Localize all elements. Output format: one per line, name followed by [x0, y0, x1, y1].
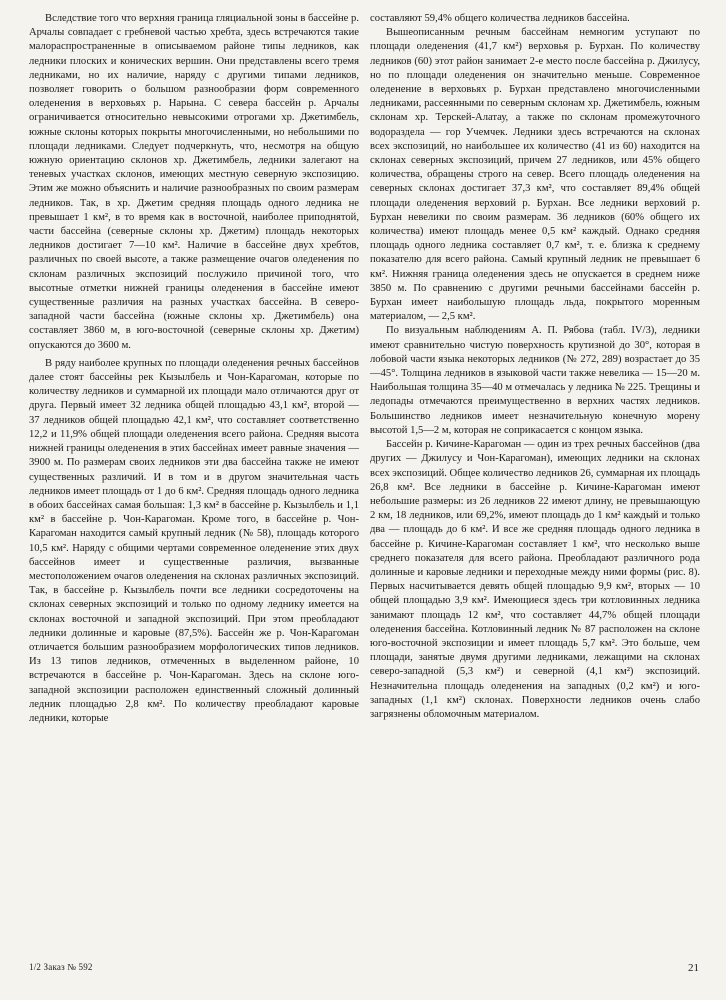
right-column — [370, 12, 700, 722]
paragraph-ryabov-observations: По визуальным наблюдениям А. П. Рябова (табл. IV/3), ледники имеют сравнительно чистую поверхность крутизной до 30°, которая в лобовой части языка некоторых ледников (№ 272, 289) возрастает до 35—45°. Толщина ледников в языковой части также невелика — 15—20 м. Наибольшая толщина 35—40 м отмечалась у ледника № 225. Трещины и ледопады отмечаются преимущественно в верхних частях ледников. Большинство ледников имеет незначительную конечную морену высотой 1,5—2 м, которая не соприкасается с концом языка. — [370, 325, 700, 436]
paragraph-continuation: составляют 59,4% общего количества ледников бассейна. — [370, 13, 630, 24]
left-column — [29, 12, 359, 726]
print-order-mark: 1/2 Заказ № 592 — [29, 962, 93, 972]
paragraph-burkhan: Вышеописанным речным бассейнам немногим уступают по площади оледенения (41,7 км²) верховья р. Бурхан. По количеству ледников (60) этот район занимает 2-е место после бассейна р. Джилусу, но по площади оледенения он значительно меньше. Современное оледенение в верховьях р. Бурхан представлено многочисленными ледниками, рассеянными по северным склонам хр. Джетимбель, южным склонам хр. Терскей-Алатау, а также по склонам промежуточного водораздела — гор Учемчек. Ледники здесь встречаются на склонах всех экспозиций, но наибольшее их количество (41 из 60) находится на склонах северных экспозиций, причем 27 ледников, или 45% общего количества, обращены строго на север. Всего площадь оледенения на северных склонах достигает 37,3 км², что составляет 89,4% общей площади оледенения верховий р. Бурхан. Все ледники верховий р. Бурхан невелики по своим размерам. 36 ледников (60% общего их количества) имеют площадь менее 0,5 км² каждый. Однако средняя площадь одного ледника составляет 0,7 км², т. е. близка к среднему показателю для всего района. Самый крупный ледник не превышает 6 км². Нижняя граница оледенения здесь не опускается в среднем ниже 3850 м. По сравнению с другими речными бассейнами бассейн р. Бурхан имеет наибольшую площадь льда, покрытого моренным материалом, — 2,5 км². — [370, 27, 700, 323]
paragraph-archaly: Вследствие того что верхняя граница гляциальной зоны в бассейне р. Арчалы совпадает с гребневой частью хребта, здесь встречаются такие малораспространенные в описываемом районе типы ледников, как ледники плоских и конических вершин. Они представлены всего тремя ледниками, но их наличие, наряду с другими типами ледников, позволяет говорить о большом разнообразии форм современного оледенения в верховьях р. Нарына. С севера бассейн р. Арчалы ограничивается относительно невысокими отрогами хр. Джетимбель, южные склоны которых покрыты многочисленными, но небольшими по площади ледниками. Следует подчеркнуть, что, несмотря на общую южную ориентацию склонов хр. Джетимбель, ледники залегают на теневых участках склонов, имеющих местную северную экспозицию. Этим же можно объяснить и наличие разнообразных по своим размерам ледников. Так, в хр. Джетим средняя площадь одного ледника не превышает 1 км², в то время как в восточной, наиболее приподнятой, части бассейна (северные склоны хр. Джетим) площадь некоторых ледников достигает 7—10 км². Наличие в бассейне двух хребтов, различных по своей высоте, а также размещение очагов оледенения по склонам различных экспозиций послужило причиной того, что высотные отметки нижней границы оледенения в бассейне имеют существенные различия на разных участках бассейна. В северо-западной части бассейна (южные склоны хр. Джетимбель) она составляет 3860 м, в юго-восточной (северные склоны хр. Джетим) опускаются до 3600 м. — [29, 13, 359, 351]
paragraph-kyzylbel-chon-karagoman: В ряду наиболее крупных по площади оледенения речных бассейнов далее стоят бассейны рек Кызылбель и Чон-Карагоман, которые по количеству ледников и суммарной их площади мало отличаются друг от друга. Первый имеет 32 ледника общей площадью 43,1 км², второй — 37 ледников общей площадью 42,1 км², что составляет соответственно 12,2 и 11,9% общей площади оледенения всего района. Средняя высота нижней границы оледенения в этих бассейнах имеет равные значения — 3900 м. По размерам своих ледников эти два бассейна также не имеют существенных различий. И в том и в другом значительная часть ледников имеет площадь от 1 до 6 км². Средняя площадь одного ледника в обоих бассейнах самая большая: 1,3 км² в бассейне р. Кызылбель и 1,1 км² в бассейне р. Чон-Карагоман. Кроме того, в бассейне р. Чон-Карагоман находится самый крупный ледник (№ 58), площадь которого 10,5 км². Наряду с общими чертами современное оледенение этих двух бассейнов имеет и существенные различия, вызванные местоположением очагов оледенения на склонах различных экспозиций. Так, в бассейне р. Кызылбель почти все ледники сосредоточены на склонах северных экспозиций и только по одному леднику имеется на склонах восточной и западной экспозиций. При этом преобладают ледники долинные и каровые (87,5%). Бассейн же р. Чон-Карагоман отличается большим разнообразием морфологических типов ледников. Из 13 типов ледников, отмеченных в выделенном районе, 10 встречаются в бассейне р. Чон-Карагоман. Здесь на склоне юго-западной экспозиции расположен единственный сложный долинный ледник площадью 2,8 км². По количеству преобладают каровые ледники, которые — [29, 357, 359, 724]
paragraph-kichine-karagoman: Бассейн р. Кичине-Карагоман — один из трех речных бассейнов (два других — Джилусу и Чон-Карагоман), имеющих ледники на склонах всех экспозиций. Общее количество ледников 26, суммарная их площадь 26,8 км². Все ледники в бассейне р. Кичине-Карагоман имеют небольшие размеры: из 26 ледников 22 имеют длину, не превышающую 2 км, 18 ледников, или 69,2%, имеют площадь до 1 км² каждый и только два — площадь до 6 км². И все же средняя площадь одного ледника в бассейне р. Кичине-Карагоман составляет 1 км², что несколько выше среднего показателя для всего района. Преобладают различного рода долинные и каровые ледники и переходные между ними формы (рис. 8). Первых насчитывается девять общей площадью 9,9 км², вторых — 10 общей площадью 3,9 км². Имеющиеся здесь три котловинных ледника занимают площадь 12 км², что составляет 44,7% общей площади оледенения бассейна. Котловинный ледник № 87 расположен на склоне юго-восточной экспозиции и имеет площадь 5,7 км². Это больше, чем площади, занятые двумя другими ледниками, лежащими на склонах северо-западной (5,3 км²) и северной (4,1 км²) экспозиций. Незначительна площадь оледенения на западных (0,2 км²) и юго-западных (1,1 км²) склонах. Поверхности ледников очень слабо загрязнены обломочным материалом. — [370, 439, 700, 720]
page-footer — [29, 962, 699, 974]
page-number: 21 — [688, 962, 699, 974]
